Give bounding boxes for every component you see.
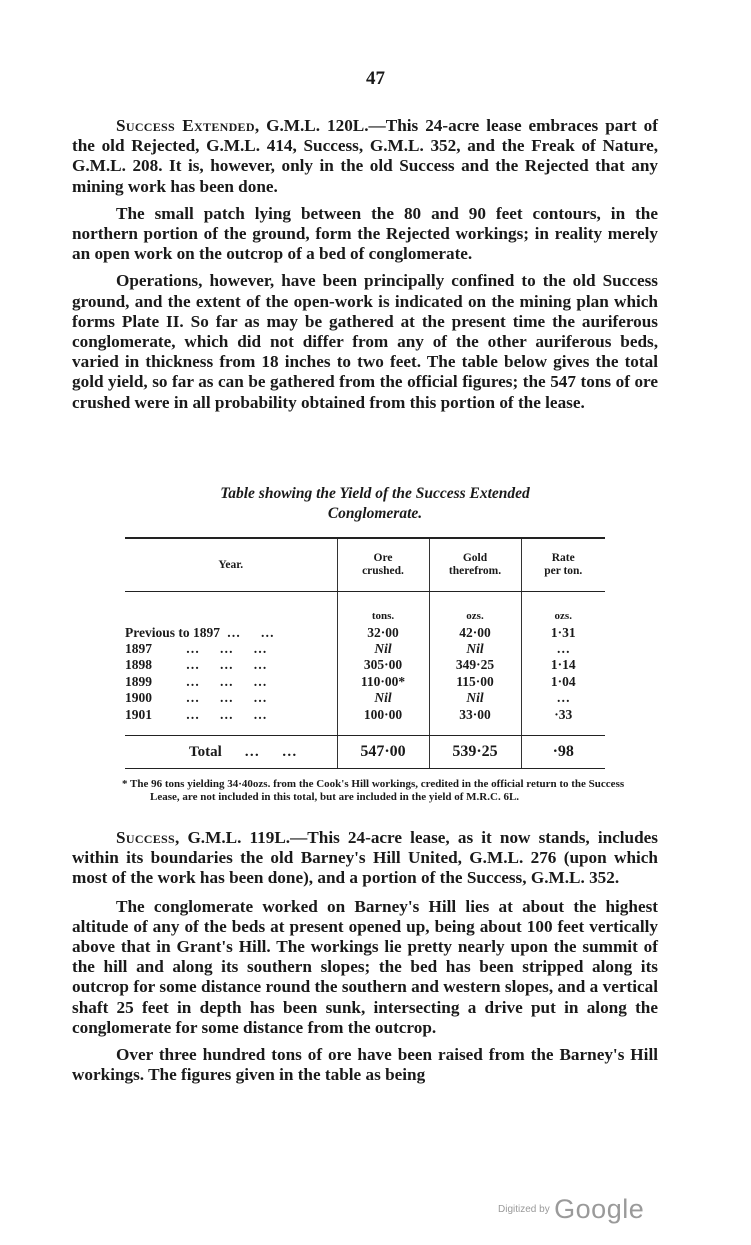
spacer-cell (337, 723, 429, 736)
page-number: 47 (366, 68, 385, 89)
paragraph-text: , G.M.L. 120L.—This 24-acre lease embraces part of the old Rejected, G.M.L. 414, Success, G.M.L. 352, and the Freak of Nature, G.M.L. 208. It is, however, only in the old Success and the Rejected that any mining work has been done. (72, 116, 658, 196)
body-text-bottom (72, 828, 658, 1085)
table-header-row (125, 538, 605, 592)
total-rate: ·98 (521, 735, 605, 768)
cell-rate: 1·04 (521, 674, 605, 690)
unit-ore: tons. (337, 592, 429, 625)
cell-rate: ·33 (521, 706, 605, 722)
units-row (125, 592, 605, 625)
table-footnote: * The 96 tons yielding 34·40ozs. from the Cook's Hill workings, credited in the official return to the Success Lease, are not included in this total, but are included in the yield of M.R.C. 6L. (122, 778, 625, 803)
cell-ore: Nil (337, 690, 429, 706)
table-row (125, 674, 605, 690)
cell-ore: 32·00 (337, 624, 429, 640)
lease-heading: Success Extended (116, 116, 255, 135)
table-row (125, 690, 605, 706)
table-title (120, 484, 630, 524)
unit-rate: ozs. (521, 592, 605, 625)
paragraph-operations: Operations, however, have been principally confined to the old Success ground, and the extent of the open-work is indicated on the mining plan which forms Plate II. So far as may be gathered at the present time the auriferous conglomerate, which did not differ from any of the other auriferous beds, varied in thickness from 18 inches to two feet. The table below gives the total gold yield, so far as can be gathered from the official figures; the 547 tons of ore crushed were in all probability obtained from this portion of the lease. (72, 271, 658, 412)
cell-gold: 349·25 (429, 657, 521, 673)
header-gold: Gold therefrom. (429, 538, 521, 592)
paragraph-success-extended (72, 116, 658, 197)
cell-year: Previous to 1897 … … (125, 624, 274, 640)
header-year: Year. (125, 538, 337, 592)
total-label: Total … … (125, 735, 337, 768)
cell-gold: 42·00 (429, 624, 521, 640)
table-title-line-1: Table showing the Yield of the Success Extended (220, 485, 530, 502)
yield-table (125, 537, 605, 769)
cell-rate: … (521, 690, 605, 706)
cell-rate: … (521, 641, 605, 657)
watermark-small-text: Digitized by (498, 1204, 550, 1215)
paragraph-success (72, 828, 658, 889)
spacer-cell (125, 723, 337, 736)
cell-gold: 33·00 (429, 706, 521, 722)
cell-ore: 110·00* (337, 674, 429, 690)
paragraph-ore-raised: Over three hundred tons of ore have been raised from the Barney's Hill workings. The figures given in the table as being (72, 1045, 658, 1085)
total-ore: 547·00 (337, 735, 429, 768)
cell-ore: 305·00 (337, 657, 429, 673)
header-rate: Rate per ton. (521, 538, 605, 592)
paragraph-text: , G.M.L. 119L.—This 24-acre lease, as it now stands, includes within its boundaries the old Barney's Hill United, G.M.L. 276 (upon which most of the work has been done), and a portion of the Success, G.M.L. 352. (72, 828, 658, 888)
cell-rate: 1·14 (521, 657, 605, 673)
cell-year: 1899 … … … (125, 673, 267, 689)
spacer-cell (429, 723, 521, 736)
table-row (125, 624, 605, 640)
table-spacer-row (125, 723, 605, 736)
header-ore-crushed: Ore crushed. (337, 538, 429, 592)
total-gold: 539·25 (429, 735, 521, 768)
cell-year: 1900 … … … (125, 690, 267, 706)
cell-ore: Nil (337, 641, 429, 657)
table-row (125, 706, 605, 722)
cell-year: 1898 … … … (125, 657, 267, 673)
table-row (125, 657, 605, 673)
digitized-by-google-watermark (498, 1194, 644, 1225)
table-total-row (125, 735, 605, 768)
body-text-top (72, 116, 658, 413)
cell-year: 1901 … … … (125, 706, 267, 722)
lease-heading: Success (116, 828, 176, 847)
cell-gold: Nil (429, 641, 521, 657)
table-row (125, 641, 605, 657)
cell-year: 1897 … … … (125, 640, 267, 656)
cell-rate: 1·31 (521, 624, 605, 640)
table-title-line-2: Conglomerate. (327, 505, 423, 522)
paragraph-rejected-workings: The small patch lying between the 80 and 90 feet contours, in the northern portion of the ground, form the Rejected workings; in reality merely an open work on the outcrop of a bed of conglomerate. (72, 203, 658, 264)
watermark-google-text: Google (554, 1194, 645, 1224)
cell-gold: Nil (429, 690, 521, 706)
unit-gold: ozs. (429, 592, 521, 625)
paragraph-barneys-hill: The conglomerate worked on Barney's Hill lies at about the highest altitude of any of the beds at present opened up, being about 100 feet vertically above that in Grant's Hill. The workings lie pretty nearly upon the summit of the hill and along its southern slopes; the bed has been stripped along its outcrop for some distance round the southern and western slopes, and a vertical shaft 25 feet in depth has been sunk, intersecting a drive put in along the conglomerate for some distance from the outcrop. (72, 896, 658, 1037)
units-empty (125, 592, 337, 625)
cell-gold: 115·00 (429, 674, 521, 690)
cell-ore: 100·00 (337, 706, 429, 722)
spacer-cell (521, 723, 605, 736)
